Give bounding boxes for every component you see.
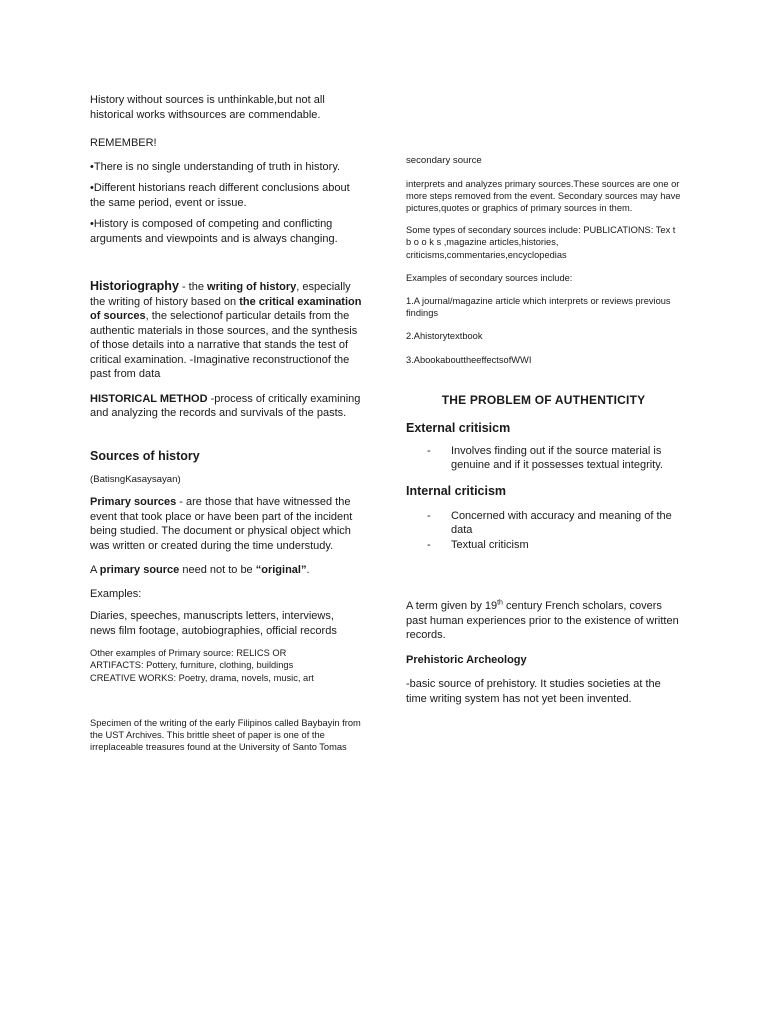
list-item: - Textual criticism	[427, 538, 529, 551]
specimen-caption: Specimen of the writing of the early Filipinos called Baybayin from the UST Archives. This brittle sheet of paper is one of the irreplaceable treasures found at the University of Santo Tomas	[90, 717, 361, 753]
secondary-source-types: Some types of secondary sources include: PUBLICATIONS: Tex t b o o k s ,magazine articles,histories, criticisms,commentaries,encyclopedias	[406, 225, 676, 260]
external-criticism-heading: External critisicm	[406, 420, 511, 435]
left-column	[90, 93, 362, 753]
secondary-source-definition: interprets and analyzes primary sources.These sources are one or more steps removed from the event. Secondary sources may have pictures,quotes or graphics of primary sources in them.	[406, 178, 681, 213]
bullet-item: •Different historians reach different conclusions about the same period, event or issue.	[90, 182, 350, 209]
secondary-source-label: secondary source	[406, 155, 482, 166]
historical-method-term: HISTORICAL METHOD	[90, 392, 208, 405]
authenticity-heading: THE PROBLEM OF AUTHENTICITY	[441, 392, 646, 407]
sources-subheading: (BatisngKasaysayan)	[90, 473, 181, 485]
remember-label: REMEMBER!	[90, 137, 157, 149]
other-examples-line: ARTIFACTS: Pottery, furniture, clothing, buildings	[90, 660, 294, 671]
secondary-example-item: 2.Ahistorytextbook	[406, 331, 483, 342]
examples-list: Diaries, speeches, manuscripts letters, interviews, news film footage, autobiographies, official records	[90, 610, 337, 637]
external-criticism-list	[406, 444, 681, 473]
prehistory-definition: A term given by 19th century French scholars, covers past human experiences prior to the existence of written records.	[406, 599, 679, 642]
historiography-term: Historiography	[90, 279, 179, 293]
primary-sources-paragraph: Primary sources - are those that have witnessed the event that took place or have been part of the incident being studied. The document or physical object which was written or created during the time understudy.	[90, 496, 353, 552]
internal-criticism-heading: Internal criticism	[406, 483, 507, 498]
secondary-example-item: 1.A journal/magazine article which interprets or reviews previous findings	[406, 296, 671, 319]
archeology-heading: Prehistoric Archeology	[406, 653, 527, 666]
sources-heading: Sources of history	[90, 448, 200, 463]
historical-method-paragraph: HISTORICAL METHOD -process of critically examining and analyzing the records and survivals of the pasts.	[90, 392, 361, 419]
primary-sources-term: Primary sources	[90, 496, 177, 509]
historiography-paragraph: Historiography - the writing of history, especially the writing of history based on the critical examination of sources, the selectionof particular details from the authentic materials in those sources, and the synthesis of those details into a narrative that stands the test of critical examination. -Imaginative reconstructionof the past from data	[90, 279, 362, 380]
other-examples-line: Other examples of Primary source: RELICS OR	[90, 648, 287, 659]
intro-text: History without sources is unthinkable,but not all historical works withsources are commendable.	[90, 94, 325, 121]
secondary-example-item: 3.AbookabouttheeffectsofWWI	[406, 354, 532, 365]
bullet-item: •There is no single understanding of truth in history.	[90, 160, 341, 173]
right-column	[406, 155, 681, 706]
list-item: - Involves finding out if the source material is genuine and if it possesses textual integrity.	[427, 444, 663, 472]
other-examples	[90, 647, 362, 684]
internal-criticism-list	[406, 509, 681, 553]
examples-label: Examples:	[90, 587, 142, 600]
bullet-item: •History is composed of competing and conflicting arguments and viewpoints and is always changing.	[90, 218, 338, 245]
primary-source-note: A primary source need not to be “original”.	[90, 564, 310, 577]
secondary-examples-intro: Examples of secondary sources include:	[406, 272, 573, 283]
other-examples-line: CREATIVE WORKS: Poetry, drama, novels, music, art	[90, 672, 314, 683]
list-item: - Concerned with accuracy and meaning of the data	[427, 509, 672, 537]
archeology-text: -basic source of prehistory. It studies societies at the time writing system has not yet been invented.	[406, 678, 661, 705]
